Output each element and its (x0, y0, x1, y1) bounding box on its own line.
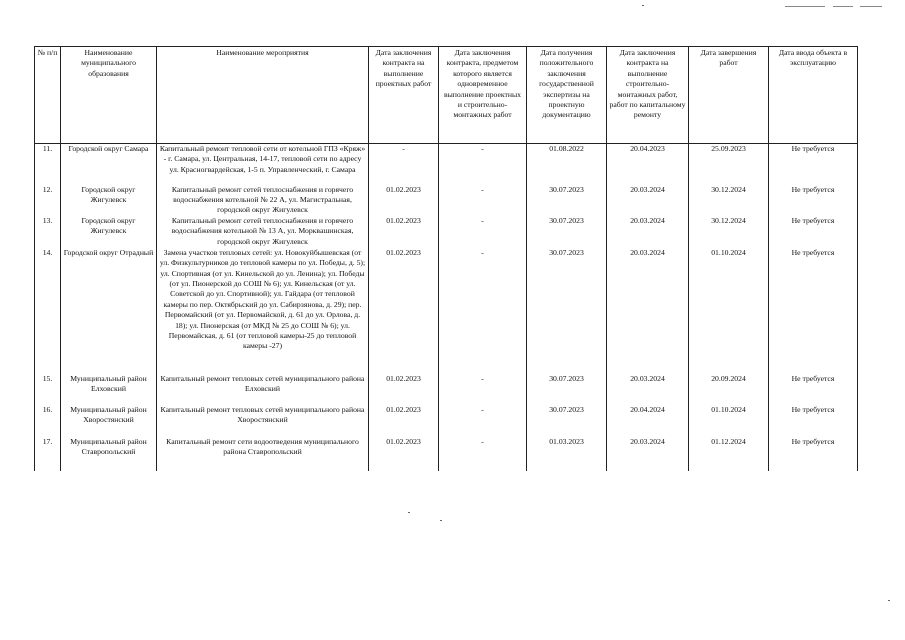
row-municipality: Муниципальный район Ставропольский (61, 437, 157, 471)
scan-speck (642, 5, 644, 6)
row-expertise: 30.07.2023 (527, 374, 607, 405)
table-row (35, 216, 858, 248)
row-commissioning: Не требуется (769, 374, 858, 405)
scan-speck (888, 600, 890, 601)
row-completion: 30.12.2024 (689, 216, 769, 248)
row-event: Капитальный ремонт тепловых сетей муниципального района Елховский (157, 374, 369, 405)
row-municipality: Городской округ Жигулевск (61, 185, 157, 216)
row-num: 13. (35, 216, 61, 248)
row-num: 12. (35, 185, 61, 216)
row-num: 14. (35, 248, 61, 374)
table-row (35, 374, 858, 405)
row-municipality: Городской округ Жигулевск (61, 216, 157, 248)
row-completion: 01.10.2024 (689, 405, 769, 437)
row-design-contract: 01.02.2023 (369, 374, 439, 405)
row-construction-contract: 20.03.2024 (607, 248, 689, 374)
row-design-contract: 01.02.2023 (369, 248, 439, 374)
row-combined-contract: - (439, 437, 527, 471)
row-event: Капитальный ремонт сетей теплоснабжения и горячего водоснабжения котельной № 22 А, ул. Магистральная, городской округ Жигулевск (157, 185, 369, 216)
row-event: Замена участков тепловых сетей: ул. Новокуйбышевская (от ул. Физкультурников до тепловой камеры по ул. Победы, д. 5); ул. Спортивная (от ул. Кинельской до ул. Ленина); ул. Победы (от ул. Пионерской до СОШ № 6); ул. Кинельская (от ул. Советской до ул. Спортивной); ул. Гайдара (от тепловой камеры по пер. Октябрьский до ул. Сабирзянова, д. 29); пер. Первомайский (от ул. Первомайской, д. 61 до ул. Орлова, д. 18); ул. Пионерская (от МКД № 25 до СОШ № 6); ул. Первомайская, д. 61 (от тепловой камеры-25 до тепловой камеры -27) (157, 248, 369, 374)
row-expertise: 30.07.2023 (527, 185, 607, 216)
row-combined-contract: - (439, 144, 527, 185)
header-completion: Дата завершения работ (689, 47, 769, 144)
header-event: Наименование мероприятия (157, 47, 369, 144)
row-commissioning: Не требуется (769, 185, 858, 216)
row-completion: 01.12.2024 (689, 437, 769, 471)
row-event: Капитальный ремонт сети водоотведения муниципального района Ставропольский (157, 437, 369, 471)
row-combined-contract: - (439, 185, 527, 216)
row-construction-contract: 20.03.2024 (607, 437, 689, 471)
row-event: Капитальный ремонт тепловых сетей муниципального района Хворостянский (157, 405, 369, 437)
row-expertise: 01.08.2022 (527, 144, 607, 185)
table-row (35, 248, 858, 374)
row-design-contract: 01.02.2023 (369, 216, 439, 248)
scan-artifact (860, 6, 882, 7)
row-construction-contract: 20.03.2024 (607, 374, 689, 405)
table-row (35, 185, 858, 216)
row-commissioning: Не требуется (769, 216, 858, 248)
row-municipality: Муниципальный район Елховский (61, 374, 157, 405)
row-commissioning: Не требуется (769, 405, 858, 437)
row-design-contract: 01.02.2023 (369, 185, 439, 216)
row-municipality: Городской округ Отрадный (61, 248, 157, 374)
row-expertise: 30.07.2023 (527, 248, 607, 374)
row-construction-contract: 20.03.2024 (607, 185, 689, 216)
row-completion: 25.09.2023 (689, 144, 769, 185)
row-event: Капитальный ремонт тепловой сети от котельной ГПЗ «Кряж» - г. Самара, ул. Центральная, 14-17, тепловой сети по адресу ул. Красногвардейская, 1-5 п. Управленческий, г. Самара (157, 144, 369, 185)
row-combined-contract: - (439, 248, 527, 374)
row-design-contract: 01.02.2023 (369, 405, 439, 437)
row-expertise: 30.07.2023 (527, 405, 607, 437)
table-row (35, 405, 858, 437)
row-event: Капитальный ремонт сетей теплоснабжения и горячего водоснабжения котельной № 13 А, ул. Морквашинская, городской округ Жигулевск (157, 216, 369, 248)
row-commissioning: Не требуется (769, 248, 858, 374)
row-completion: 20.09.2024 (689, 374, 769, 405)
row-construction-contract: 20.03.2024 (607, 216, 689, 248)
row-commissioning: Не требуется (769, 144, 858, 185)
row-expertise: 01.03.2023 (527, 437, 607, 471)
row-municipality: Городской округ Самара (61, 144, 157, 185)
row-num: 15. (35, 374, 61, 405)
header-construction-contract: Дата заключения контракта на выполнение строительно-монтажных работ, работ по капитальному ремонту (607, 47, 689, 144)
table-header-row (35, 47, 858, 144)
events-table (34, 46, 858, 471)
row-municipality: Муниципальный район Хворостянский (61, 405, 157, 437)
row-num: 16. (35, 405, 61, 437)
header-design-contract: Дата заключения контракта на выполнение проектных работ (369, 47, 439, 144)
header-combined-contract: Дата заключения контракта, предметом которого является одновременное выполнение проектных и строительно-монтажных работ (439, 47, 527, 144)
header-num: № п/п (35, 47, 61, 144)
table-row (35, 437, 858, 471)
row-construction-contract: 20.04.2023 (607, 144, 689, 185)
row-design-contract: 01.02.2023 (369, 437, 439, 471)
table-row (35, 144, 858, 185)
row-commissioning: Не требуется (769, 437, 858, 471)
header-expertise: Дата получения положительного заключения государственной экспертизы на проектную документацию (527, 47, 607, 144)
scan-speck (408, 512, 410, 513)
row-completion: 30.12.2024 (689, 185, 769, 216)
scan-artifact (833, 6, 853, 7)
scan-speck (440, 520, 442, 521)
row-expertise: 30.07.2023 (527, 216, 607, 248)
row-combined-contract: - (439, 216, 527, 248)
row-num: 17. (35, 437, 61, 471)
row-combined-contract: - (439, 374, 527, 405)
header-commissioning: Дата ввода объекта в эксплуатацию (769, 47, 858, 144)
header-municipality: Наименование муниципального образования (61, 47, 157, 144)
row-completion: 01.10.2024 (689, 248, 769, 374)
row-design-contract: - (369, 144, 439, 185)
scan-artifact (785, 6, 825, 7)
row-combined-contract: - (439, 405, 527, 437)
row-construction-contract: 20.04.2024 (607, 405, 689, 437)
row-num: 11. (35, 144, 61, 185)
